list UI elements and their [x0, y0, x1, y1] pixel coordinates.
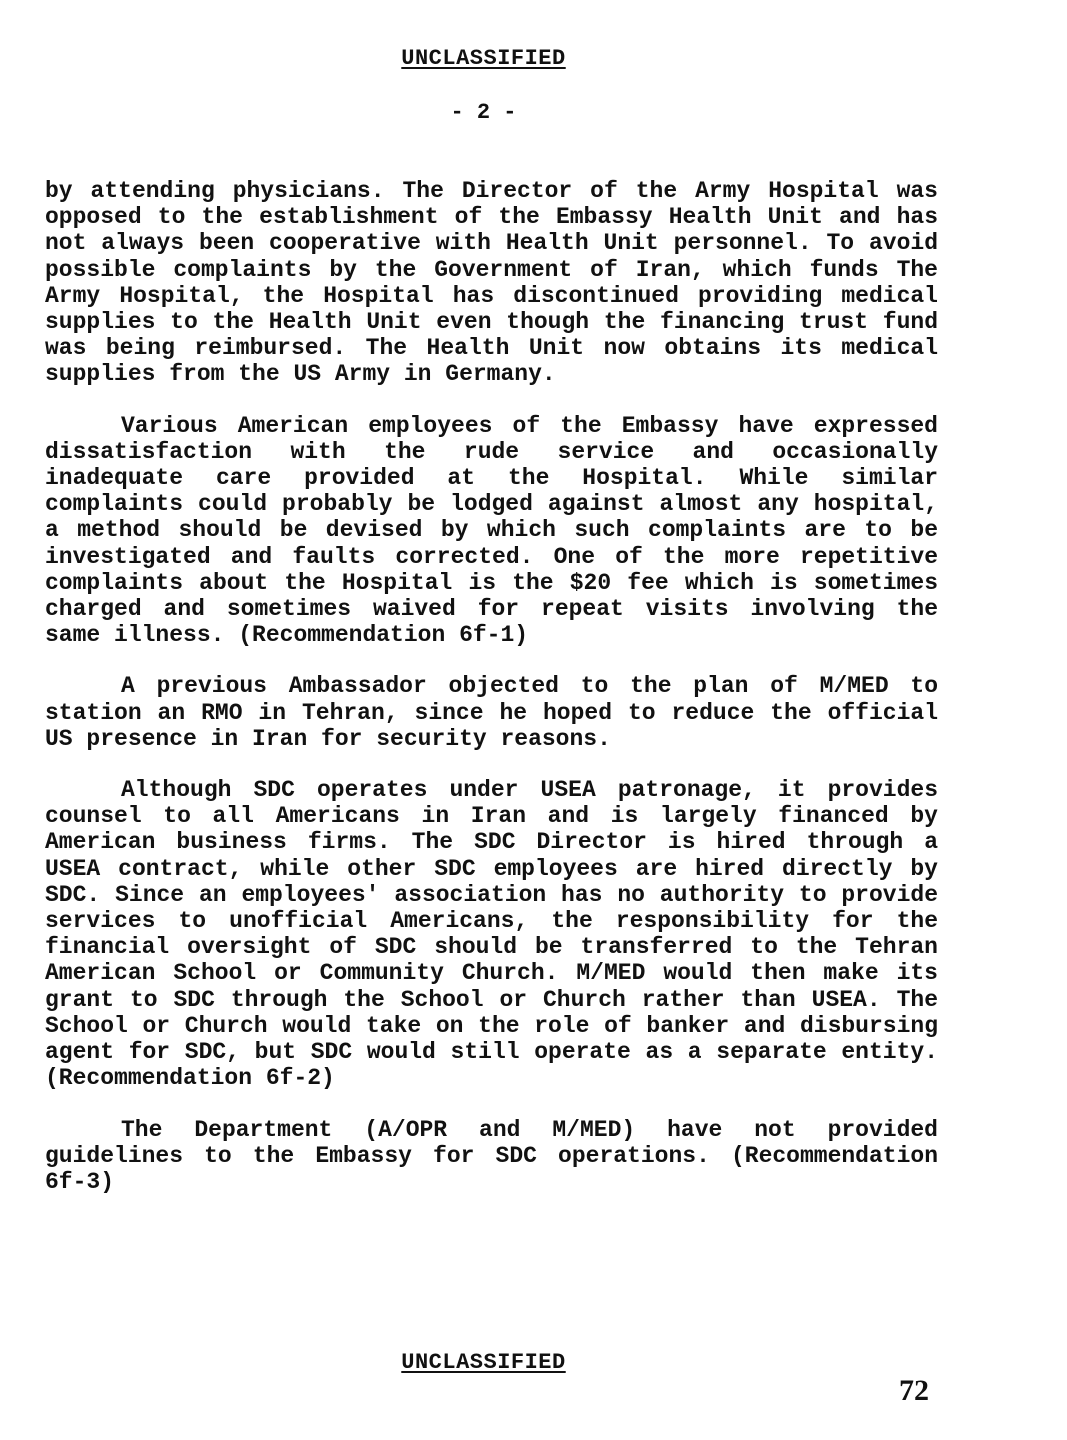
- paragraph-sdc-oversight: Although SDC operates under USEA patronage, it provides counsel to all Americans in Iran and is largely financed by American business firms. The SDC Director is hired through a USEA contract, while other SDC employees are hired directly by SDC. Since an employees' association has no authority to provide services to unofficial Americans, the responsibility for the financial oversight of SDC should be transferred to the Tehran American School or Community Church. M/MED would then make its grant to SDC through the School or Church rather than USEA. The School or Church would take on the role of banker and disbursing agent for SDC, but SDC would still operate as a separate entity. (Recommendation 6f-2): [45, 777, 938, 1092]
- paragraph-continuation: by attending physicians. The Director of the Army Hospital was opposed to the establishment of the Embassy Health Unit and has not always been cooperative with Health Unit personnel. To avoid possible complaints by the Government of Iran, which funds The Army Hospital, the Hospital has discontinued providing medical supplies to the Health Unit even though the financing trust fund was being reimbursed. The Health Unit now obtains its medical supplies from the US Army in Germany.: [45, 178, 938, 388]
- top-classification-marking: [0, 46, 1017, 71]
- page-marker: - 2 -: [450, 100, 517, 125]
- top-classification-text: UNCLASSIFIED: [401, 46, 566, 71]
- paragraph-employee-complaints: Various American employees of the Embassy have expressed dissatisfaction with the rude service and occasionally inadequate care provided at the Hospital. While similar complaints could probably be lodged against almost any hospital, a method should be devised by which such complaints are to be investigated and faults corrected. One of the more repetitive complaints about the Hospital is the $20 fee which is sometimes charged and sometimes waived for repeat visits involving the same illness. (Recommendation 6f-1): [45, 412, 938, 649]
- bottom-classification-text: UNCLASSIFIED: [401, 1350, 566, 1375]
- bottom-classification-marking: [0, 1350, 1017, 1375]
- document-body: [45, 178, 938, 1220]
- page-number: 72: [899, 1374, 929, 1407]
- paragraph-ambassador-objection: A previous Ambassador objected to the plan of M/MED to station an RMO in Tehran, since he hoped to reduce the official US presence in Iran for security reasons.: [45, 673, 938, 752]
- paragraph-sdc-guidelines: The Department (A/OPR and M/MED) have not provided guidelines to the Embassy for SDC operations. (Recommendation 6f-3): [45, 1116, 938, 1195]
